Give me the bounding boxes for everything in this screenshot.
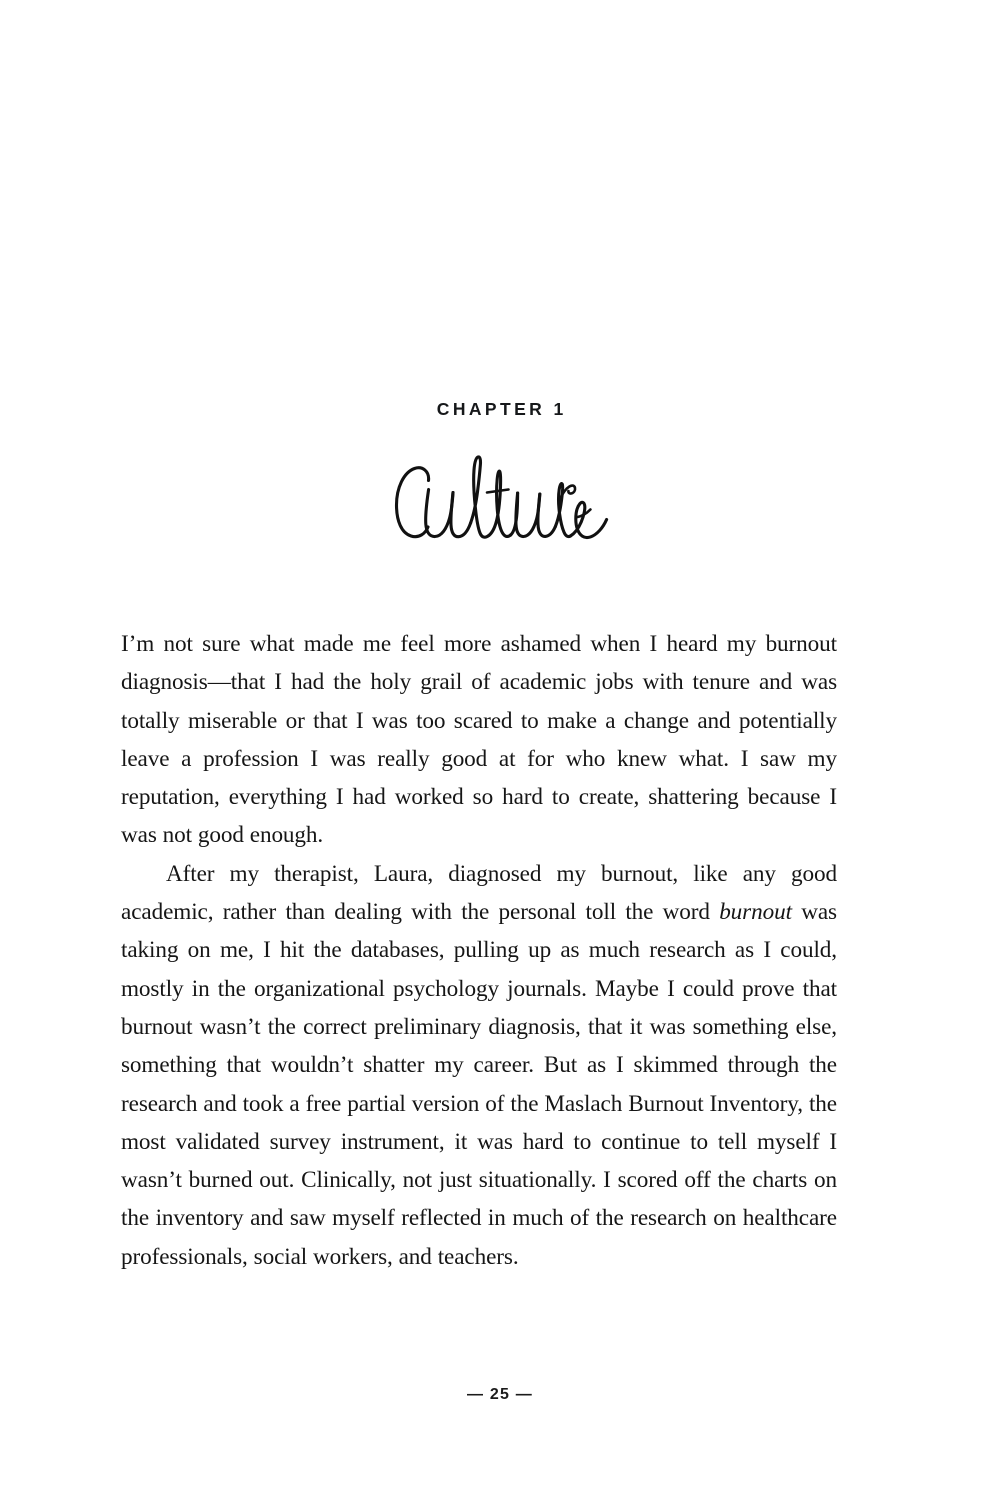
chapter-title [0,455,1000,575]
paragraph-1: I’m not sure what made me feel more ashamed when I heard my burnout diagnosis—that I had the holy grail of academic jobs with tenure and was totally miserable or that I was too scared to make a change and potentially leave a profession I was really good at for who knew what. I saw my reputation, everything I had worked so hard to create, shattering because I was not good enough. [121,631,837,849]
chapter-label: CHAPTER 1 [436,399,567,419]
paragraph-2-part-2: was taking on me, I hit the databases, pulling up as much research as I could, mostly in the organizational psychology journals. Maybe I could prove that burnout wasn’t the correct preliminary diagnosis, that it was something else, something that wouldn’t shatter my career. But as I skimmed through the research and took a free partial version of the Maslach Burnout Inventory, the most validated survey instrument, it was hard to continue to tell myself I wasn’t burned out. Clinically, not just situationally. I scored off the charts on the inventory and saw myself reflected in much of the research on healthcare professionals, social workers, and teachers. [121,899,837,1270]
body-column [121,625,837,1276]
paragraph-2-part-1: After my therapist, Laura, diagnosed my burnout, like any good academic, rather than dealing with the personal toll the word [121,860,837,926]
emphasis-burnout: burnout [719,899,792,926]
chapter-title-script-art [384,455,616,565]
page-folio: — 25 — [467,1386,533,1403]
paragraph-2 [121,855,837,1276]
